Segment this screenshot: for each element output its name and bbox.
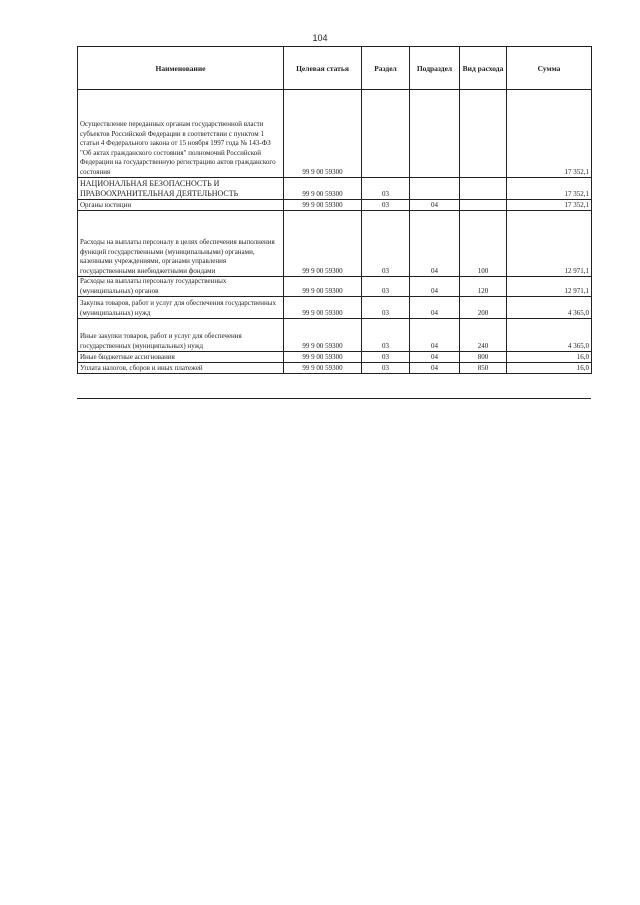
row-name: НАЦИОНАЛЬНАЯ БЕЗОПАСНОСТЬ И ПРАВООХРАНИТЕЛЬНАЯ ДЕЯТЕЛЬНОСТЬ	[78, 178, 284, 200]
row-code: 99 9 00 59300	[284, 363, 362, 374]
row-section: 03	[362, 277, 410, 297]
row-sum: 12 971,1	[507, 277, 592, 297]
table-row	[78, 319, 592, 352]
row-section	[362, 90, 410, 178]
row-sum: 12 971,1	[507, 211, 592, 277]
page-number: 104	[312, 33, 328, 43]
row-sum: 17 352,1	[507, 90, 592, 178]
row-code: 99 9 00 59300	[284, 277, 362, 297]
row-expense-type	[460, 200, 507, 211]
table-row	[78, 178, 592, 200]
row-subsection: 04	[410, 363, 460, 374]
row-section: 03	[362, 297, 410, 319]
row-subsection: 04	[410, 352, 460, 363]
table-row	[78, 297, 592, 319]
row-subsection: 04	[410, 297, 460, 319]
row-name: Расходы на выплаты персоналу государственных (муниципальных) органов	[78, 277, 284, 297]
row-section: 03	[362, 200, 410, 211]
table-row	[78, 90, 592, 178]
header-sum: Сумма	[507, 47, 592, 90]
header-subsection: Подраздел	[410, 47, 460, 90]
row-sum: 17 352,1	[507, 178, 592, 200]
header-expense-type: Вид расхода	[460, 47, 507, 90]
row-code: 99 9 00 59300	[284, 211, 362, 277]
row-subsection: 04	[410, 277, 460, 297]
row-sum: 16,0	[507, 363, 592, 374]
row-subsection	[410, 90, 460, 178]
row-name: Расходы на выплаты персоналу в целях обеспечения выполнения функций государственными (муниципальными) органами, казенными учреждениями, органами управления государственными внебюджетными фондами	[78, 211, 284, 277]
row-code: 99 9 00 59300	[284, 178, 362, 200]
row-expense-type	[460, 178, 507, 200]
row-section: 03	[362, 363, 410, 374]
row-name: Иные закупки товаров, работ и услуг для обеспечения государственных (муниципальных) нужд	[78, 319, 284, 352]
row-name: Органы юстиции	[78, 200, 284, 211]
row-expense-type: 120	[460, 277, 507, 297]
row-subsection	[410, 178, 460, 200]
table-row	[78, 277, 592, 297]
row-code: 99 9 00 59300	[284, 319, 362, 352]
header-name: Наименование	[78, 47, 284, 90]
table-row	[78, 363, 592, 374]
row-code: 99 9 00 59300	[284, 90, 362, 178]
budget-table	[77, 46, 592, 374]
row-expense-type: 240	[460, 319, 507, 352]
row-code: 99 9 00 59300	[284, 200, 362, 211]
row-subsection: 04	[410, 211, 460, 277]
row-section: 03	[362, 178, 410, 200]
row-name: Уплата налогов, сборов и иных платежей	[78, 363, 284, 374]
table-row	[78, 211, 592, 277]
row-name: Иные бюджетные ассигнования	[78, 352, 284, 363]
header-section: Раздел	[362, 47, 410, 90]
row-sum: 4 365,0	[507, 297, 592, 319]
row-section: 03	[362, 352, 410, 363]
row-code: 99 9 00 59300	[284, 297, 362, 319]
row-expense-type: 850	[460, 363, 507, 374]
row-expense-type: 800	[460, 352, 507, 363]
row-subsection: 04	[410, 319, 460, 352]
row-section: 03	[362, 211, 410, 277]
row-subsection: 04	[410, 200, 460, 211]
row-sum: 4 365,0	[507, 319, 592, 352]
row-name: Осуществление переданных органам государственной власти субъектов Российской Федерации в соответствии с пунктом 1 статьи 4 Федерального закона от 15 ноября 1997 года № 143-ФЗ "Об актах гражданского состояния" полномочий Российской Федерации на государственную регистрацию актов гражданского состояния	[78, 90, 284, 178]
row-expense-type: 100	[460, 211, 507, 277]
bottom-rule	[77, 398, 591, 399]
row-code: 99 9 00 59300	[284, 352, 362, 363]
table-row	[78, 200, 592, 211]
row-expense-type	[460, 90, 507, 178]
row-sum: 16,0	[507, 352, 592, 363]
row-name: Закупка товаров, работ и услуг для обеспечения государственных (муниципальных) нужд	[78, 297, 284, 319]
header-code: Целевая статья	[284, 47, 362, 90]
row-sum: 17 352,1	[507, 200, 592, 211]
table-header-row	[78, 47, 592, 90]
table-row	[78, 352, 592, 363]
row-expense-type: 200	[460, 297, 507, 319]
row-section: 03	[362, 319, 410, 352]
